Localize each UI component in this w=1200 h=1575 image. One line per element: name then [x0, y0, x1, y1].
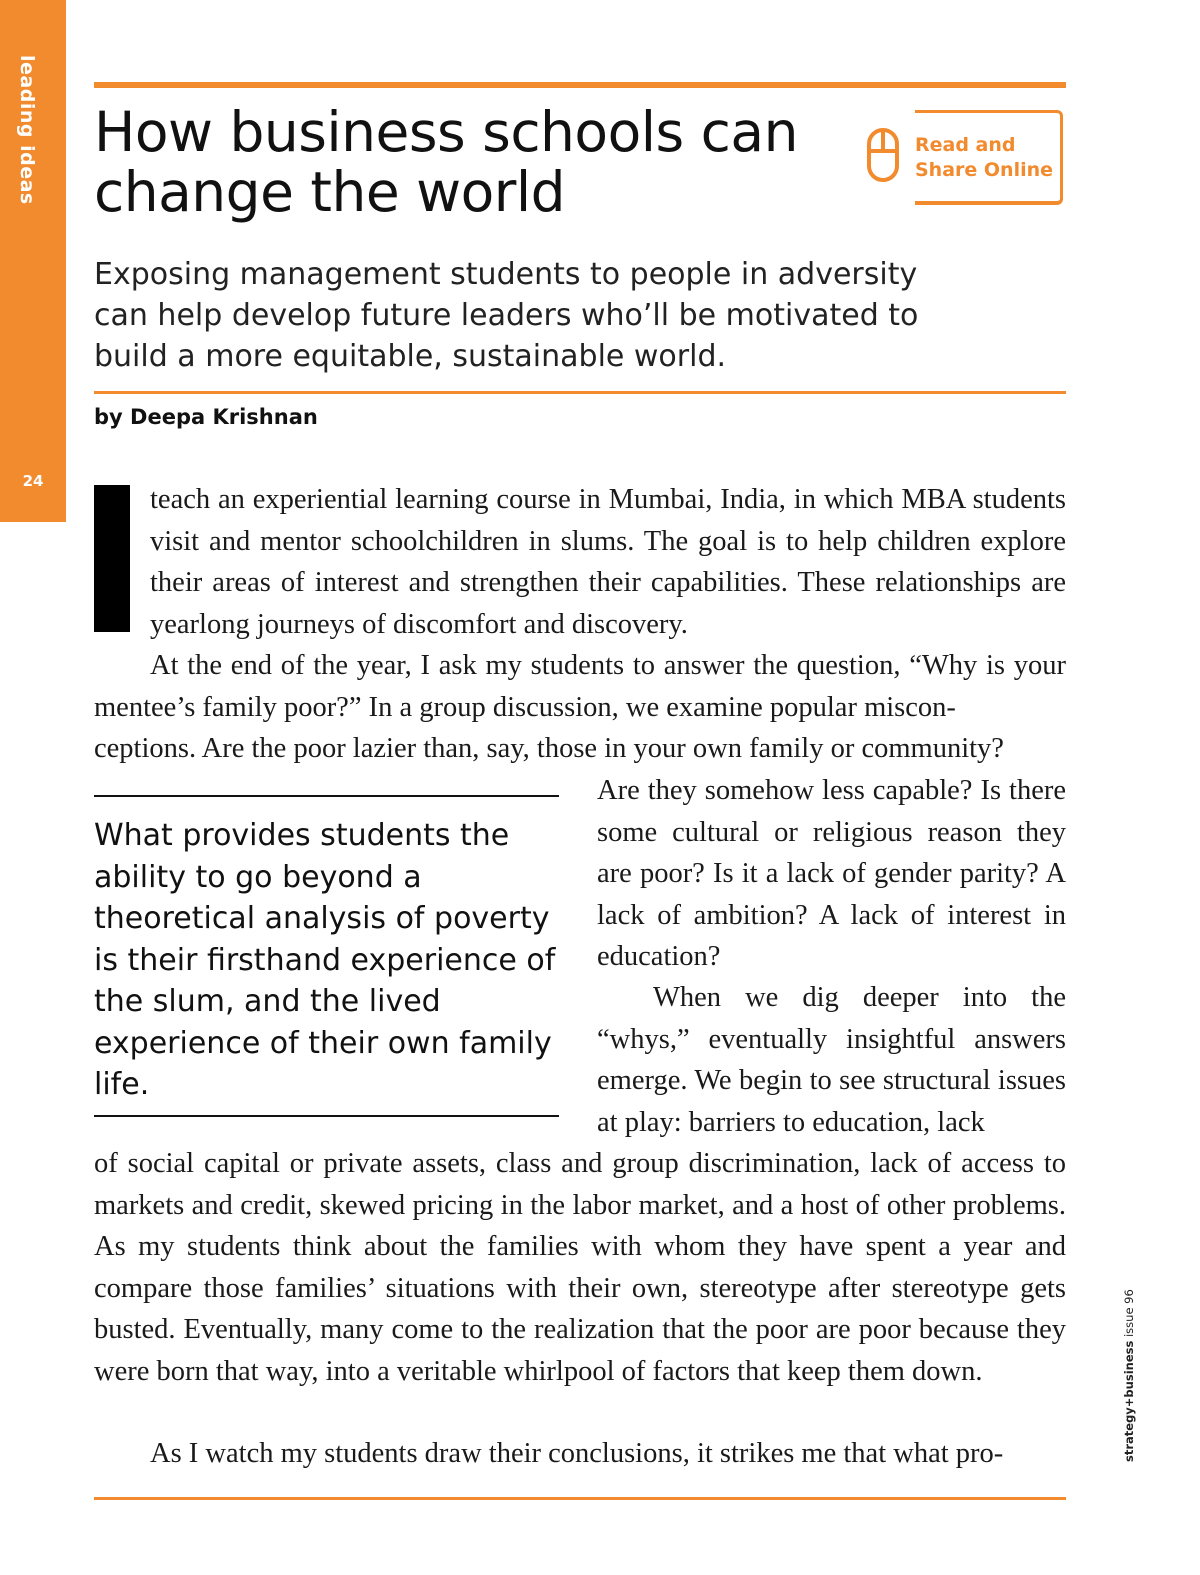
body-paragraph: teach an experiential learning course in Mumbai, India, in which MBA students visit and mentor schoolchildren in slums. The goal is to help children explore their areas of interest and strengthen their capabilities. These relationships are yearlong journeys of discomfort and discovery. [150, 484, 1066, 640]
body-paragraph: At the end of the year, I ask my students to answer the question, “Why is your mentee’s family poor?” In a group discussion, we examine popular miscon- [94, 650, 1066, 723]
page-number: 24 [22, 472, 44, 490]
body-paragraph: ceptions. Are the poor lazier than, say, those in your own family or community? [94, 733, 1004, 764]
bottom-rule [94, 1497, 1066, 1500]
share-link-line2: Share Online [915, 159, 1054, 181]
issue-number: issue 96 [1122, 1289, 1136, 1338]
article-dek: Exposing management students to people in adversity can help develop future leaders who’ll be motivated to build a more equitable, sustainable world. [94, 257, 919, 374]
section-label: leading ideas [16, 55, 38, 205]
byline: by Deepa Krishnan [94, 405, 318, 429]
body-paragraph: When we dig deeper into the “whys,” eventually insightful answers emerge. We begin to see structural issues at play: barriers to education, lack [597, 982, 1066, 1138]
pull-quote-top-rule [94, 795, 559, 797]
dek-rule [94, 391, 1066, 394]
body-paragraph: As I watch my students draw their conclusions, it strikes me that what pro- [150, 1438, 1004, 1469]
share-link-line1: Read and [915, 134, 1016, 156]
article-title: How business schools can change the world [94, 100, 798, 224]
body-paragraph: Are they somehow less capable? Is there some cultural or religious reason they are poor? Is it a lack of gender parity? A lack of ambition? A lack of interest in education? [597, 775, 1066, 972]
body-paragraph: of social capital or private assets, class and group discrimination, lack of access to markets and credit, skewed pricing in the labor market, and a host of other problems. As my students think about the families with whom they have spent a year and compare those families’ situations with their own, stereotype after stereotype gets busted. Eventually, many come to the realization that the poor are poor because they were born that way, into a veritable whirlpool of factors that keep them down. [94, 1148, 1066, 1387]
drop-cap [94, 485, 130, 632]
footer-publication [1122, 1289, 1136, 1462]
section-tab [0, 0, 66, 522]
pull-quote: What provides students the ability to go beyond a theoretical analysis of poverty is their firsthand experience of the slum, and the lived experience of their own family life. [94, 818, 556, 1102]
top-rule [94, 82, 1066, 88]
publication-name: strategy+business [1122, 1340, 1136, 1462]
share-link-text[interactable] [915, 133, 1055, 183]
read-share-online-link[interactable] [915, 110, 1063, 205]
mouse-icon[interactable] [866, 127, 900, 188]
pull-quote-bottom-rule [94, 1115, 559, 1117]
